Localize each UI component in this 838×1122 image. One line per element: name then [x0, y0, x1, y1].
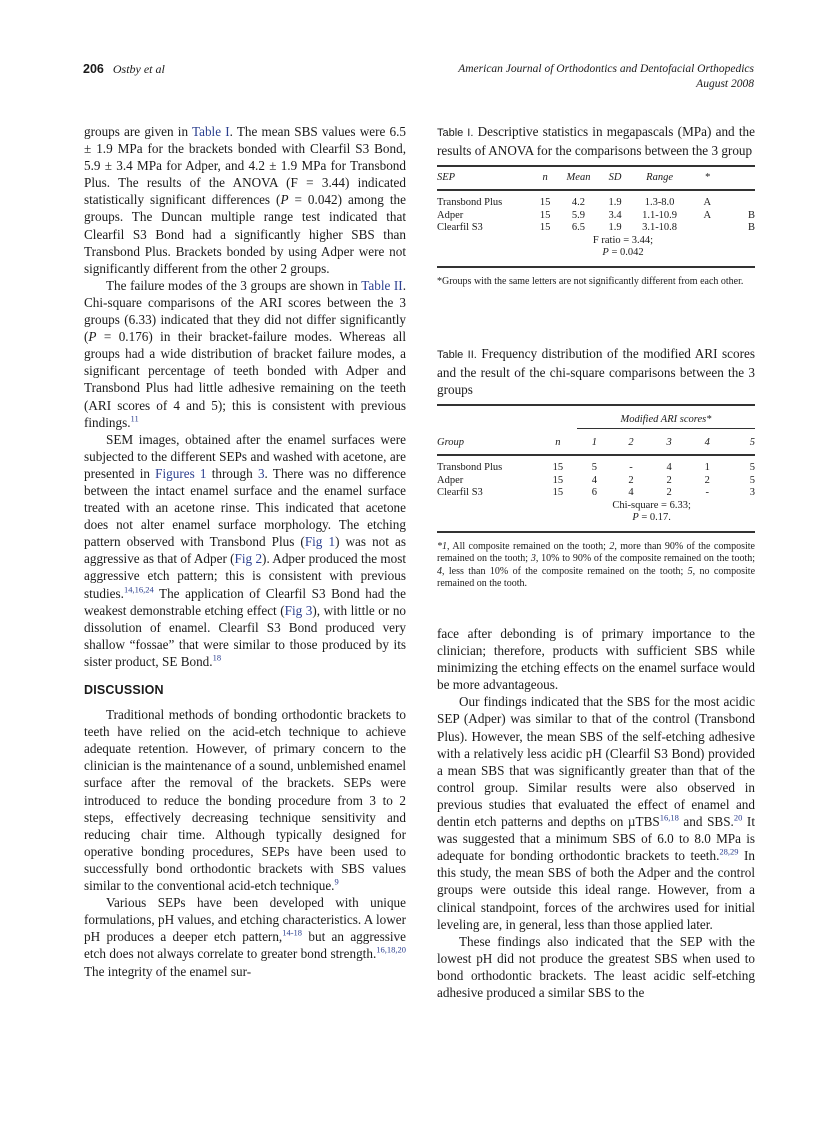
- cell: 1: [704, 462, 710, 474]
- table-2-label: Table II.: [437, 349, 477, 361]
- cell: 6: [591, 487, 598, 499]
- cell: 15: [552, 462, 564, 474]
- text: = 0.042) among the groups. The Duncan multiple range test indicated that Clearfil S3 Bond had a significantly higher SBS than Transbond Plus. Brackets bonded by using Adper were not significantly different from the other 2 groups.: [84, 192, 406, 276]
- text: Our findings indicated that the SBS for the most acidic SEP (Adper) was similar to that of the control (Transbond Plus). However, the mean SBS of the self-etching adhesive with a relatively less acidic pH (Clearfil S3 Bond) provided a mean SBS that was significantly greater than that of the control group. Similar results were also observed in previous studies that evaluated the effect of enamel and dentin etch patterns and depths on µTBS: [437, 694, 755, 830]
- text: . The mean SBS values were 6.5 ± 1.9 MPa for the brackets bonded with Clearfil S3 Bond, 5.9 ± 3.4 MPa for Adper, and 4.2 ± 1.9 MPa for Transbond Plus. The results of the ANOVA (F = 3.44) indicated statistically significant differences (: [84, 124, 406, 208]
- cell: Adper: [437, 209, 464, 221]
- table-row: [437, 462, 755, 475]
- page-number: 206: [83, 62, 104, 76]
- table-2-link[interactable]: Table II: [361, 277, 403, 293]
- p-symbol: P: [88, 329, 97, 345]
- cell: B: [747, 209, 755, 221]
- cell: 3: [749, 487, 755, 499]
- text: The integrity of the enamel sur-: [84, 963, 252, 979]
- cell: A: [703, 209, 712, 221]
- cell: 1.9: [608, 197, 622, 209]
- cell: Clearfil S3: [437, 222, 483, 234]
- left-column: [84, 123, 406, 980]
- text: . There was no difference between the intact enamel surface and the enamel surface treated with an acetone rinse. This indicated that acetone does not alter enamel surface morphology. The etching pattern observed with Transbond Plus (: [84, 465, 406, 550]
- text: = 0.176) in their bracket-failure modes. Whereas all groups had a wide distribution of bracket failure modes, a significant percentage of teeth bonded with Adper and Transbond Plus had little adhesive remaining on the teeth (ARI scores of 4 and 5); this is consistent with previous findings.: [84, 329, 406, 430]
- text: Various SEPs have been developed with unique formulations, pH values, and etching characteristics. A lower pH produces a deeper etch pattern,: [84, 895, 406, 945]
- cell: 4: [591, 474, 598, 486]
- table-row: [437, 197, 755, 210]
- discussion-paragraph-5: These findings also indicated that the SEP with the lowest pH did not produce the greatest SBS when used to bond orthodontic brackets. The least acidic self-etching adhesive produced a similar SBS to the: [437, 933, 755, 1000]
- journal-title: American Journal of Orthodontics and Dentofacial Orthopedics: [458, 63, 754, 75]
- table-2-caption: [437, 345, 755, 398]
- cell: Clearfil S3: [437, 487, 483, 499]
- citation-ref[interactable]: 16,18: [659, 812, 679, 823]
- spanner-header: Modified ARI scores*: [577, 405, 755, 429]
- cell: 2: [666, 487, 672, 499]
- anova-result: [558, 235, 688, 267]
- table-row: [437, 475, 755, 488]
- issue-date: August 2008: [696, 78, 754, 90]
- results-paragraph-2: [84, 277, 406, 431]
- table-1-footnote: *Groups with the same letters are not significantly different from each other.: [437, 275, 744, 287]
- score-desc: , 10% to 90% of the composite remained on the tooth;: [535, 553, 755, 565]
- citation-ref[interactable]: 28,29: [719, 846, 739, 857]
- cell: Transbond Plus: [437, 197, 503, 209]
- fig-3-link[interactable]: Fig 3: [284, 602, 313, 618]
- cell: 15: [539, 197, 551, 209]
- score-desc: , no composite remained on the tooth.: [437, 565, 756, 590]
- column-header: *: [704, 172, 710, 184]
- score-key: *1: [437, 540, 447, 552]
- column-header: 1: [591, 437, 598, 449]
- cell: Adper: [437, 474, 464, 486]
- discussion-paragraph-1: [84, 706, 406, 894]
- citation-ref[interactable]: 9: [334, 876, 339, 887]
- table-1: [437, 123, 755, 288]
- citation-ref[interactable]: 14,16,24: [123, 584, 154, 595]
- cell: A: [703, 197, 712, 209]
- cell: [726, 197, 755, 210]
- table-1-grid: [437, 165, 755, 268]
- discussion-paragraph-4: [437, 693, 755, 932]
- cell: 1.3-8.0: [644, 197, 675, 209]
- cell: 2: [666, 474, 672, 486]
- fig-2-link[interactable]: Fig 2: [234, 551, 263, 567]
- column-header: [726, 166, 755, 190]
- score-desc: , All composite remained on the tooth;: [447, 540, 610, 552]
- text: It was suggested that a minimum SBS of 6.0 to 8.0 MPa is adequate for bonding orthodontic brackets to teeth.: [437, 814, 755, 864]
- table-2: [437, 345, 755, 591]
- text: Traditional methods of bonding orthodontic brackets to teeth have relied on the acid-etch technique to achieve adequate retention. However, of primary concern to the clinician is the maintenance of a sound, unblemished enamel surface after the removal of the brackets. SEPs were introduced to reduce the bonding procedure from 3 to 2 steps, effectively decreasing technique sensitivity and reducing chair time. Although typically designed for operative bonding procedures, SEPs have been used to successfully bond orthodontic brackets with SBS values similar to the conventional acid-etch technique.: [84, 707, 406, 894]
- cell: -: [629, 462, 633, 474]
- text: SEM images, obtained after the enamel surfaces were subjected to the different SEPs and washed with acetone, are presented in: [84, 431, 406, 481]
- table-1-link[interactable]: Table I: [191, 124, 230, 139]
- text: groups are given in: [84, 124, 192, 139]
- text: The failure modes of the 3 groups are shown in: [106, 277, 362, 293]
- score-key: 4: [437, 565, 442, 577]
- chi-square-result: [577, 500, 726, 532]
- p-symbol: P: [602, 247, 609, 259]
- column-header: n: [542, 172, 548, 184]
- results-paragraph-3: [84, 431, 406, 670]
- score-key: 2: [609, 540, 615, 552]
- table-header-row: [437, 429, 755, 456]
- text: . Chi-square comparisons of the ARI scores between the 3 groups (6.33) indicated that they did not differ significantly (: [84, 277, 406, 345]
- p-value-text: = 0.17.: [638, 512, 671, 524]
- score-desc: , less than 10% of the composite remained on the tooth;: [442, 565, 688, 577]
- figure-1-link[interactable]: Figures 1: [155, 465, 207, 481]
- stat-row: [437, 500, 755, 532]
- text: through: [206, 465, 258, 481]
- citation-ref[interactable]: 16,18,20: [376, 945, 406, 956]
- cell: 4: [666, 462, 672, 474]
- p-value-text: = 0.042: [608, 247, 644, 259]
- column-header: n: [555, 437, 561, 449]
- cell: 5.9: [571, 209, 586, 221]
- table-row: [437, 210, 755, 223]
- table-row: [437, 222, 755, 235]
- text: In this study, the mean SBS of both the Adper and the control groups were outside this ideal range. However, from a clinical standpoint, forces of the archwires used for initial leveling are, in general, less than those applied later.: [437, 848, 755, 932]
- p-value: [577, 512, 726, 525]
- score-desc: , more than 90% of the composite remained on the tooth;: [437, 540, 755, 565]
- cell: 15: [552, 474, 564, 486]
- cell: 1.9: [608, 222, 622, 234]
- results-paragraph-1: [84, 123, 406, 277]
- table-1-label: Table I.: [437, 127, 474, 139]
- column-header: 4: [704, 437, 710, 449]
- cell: B: [747, 222, 755, 234]
- section-heading-discussion: DISCUSSION: [84, 683, 164, 697]
- right-column: [437, 625, 755, 1001]
- p-symbol: P: [632, 512, 639, 524]
- p-value: [558, 247, 688, 260]
- figure-3-link[interactable]: 3: [257, 465, 265, 481]
- table-header-row: [437, 166, 755, 190]
- cell: 4.2: [571, 197, 586, 209]
- spanner-row: [437, 405, 755, 429]
- cell: 15: [552, 487, 564, 499]
- column-header: SEP: [437, 172, 456, 184]
- citation-ref[interactable]: 20: [733, 812, 743, 823]
- text: The application of Clearfil S3 Bond had the weakest demonstrable etching effect (: [84, 585, 406, 618]
- cell: 3.4: [608, 209, 622, 221]
- table-2-grid: [437, 404, 755, 533]
- cell: 15: [539, 209, 551, 221]
- citation-ref[interactable]: 14-18: [282, 927, 303, 938]
- cell: 1.1-10.9: [642, 209, 678, 221]
- fig-1-link[interactable]: Fig 1: [304, 534, 336, 550]
- citation-ref[interactable]: 11: [130, 413, 139, 424]
- cell: 2: [628, 474, 634, 486]
- table-1-caption: [437, 123, 755, 159]
- text: ). Adper produced the most aggressive etch pattern; this is consistent with previous studies.: [84, 551, 407, 601]
- cell: 3.1-10.8: [642, 222, 678, 234]
- discussion-paragraph-2: [84, 894, 406, 979]
- running-header-left: [83, 62, 165, 77]
- cell: 15: [539, 222, 551, 234]
- table-2-footnote: [437, 541, 755, 591]
- text: but an aggressive etch does not always correlate to greater bond strength.: [84, 929, 406, 962]
- column-header: 5: [749, 437, 755, 449]
- cell: 5: [591, 462, 598, 474]
- cell: 2: [704, 474, 710, 486]
- cell: 5: [749, 474, 755, 486]
- running-header-right: [458, 62, 754, 92]
- cell: Transbond Plus: [437, 462, 503, 474]
- cell: -: [705, 487, 710, 499]
- caption-text: Descriptive statistics in megapascals (MPa) and the results of ANOVA for the comparisons between the 3 group: [437, 124, 755, 159]
- chi-square-value: Chi-square = 6.33;: [612, 499, 691, 511]
- caption-text: Frequency distribution of the modified ARI scores and the result of the chi-square comparisons between the 3 groups: [437, 346, 755, 398]
- author-line: Ostby et al: [112, 62, 165, 76]
- cell: 4: [628, 487, 634, 499]
- score-key: 5: [687, 565, 693, 577]
- stat-row: [437, 235, 755, 267]
- cell: 5: [749, 462, 755, 474]
- cell: [688, 222, 726, 235]
- column-header: Range: [646, 172, 673, 184]
- discussion-paragraph-3: face after debonding is of primary importance to the clinician; therefore, products with sufficient SBS while minimizing the etching effects on the enamel surface would be more advantageous.: [437, 626, 755, 693]
- table-row: [437, 487, 755, 500]
- text: ) was not as aggressive as that of Adper (: [84, 534, 406, 567]
- cell: 6.5: [571, 222, 586, 234]
- p-symbol: P: [280, 192, 289, 208]
- column-header: 2: [628, 437, 634, 449]
- citation-ref[interactable]: 18: [212, 652, 222, 663]
- score-key: 3: [530, 553, 536, 565]
- column-header: Mean: [566, 172, 591, 184]
- text: and SBS.: [678, 814, 734, 830]
- text: ), with little or no dissolution of enamel. Clearfil S3 Bond produced very shallow “fossae” that were similar to those produced by its sister product, SE Bond.: [84, 602, 407, 669]
- column-header: 3: [666, 437, 672, 449]
- column-header: Group: [437, 437, 465, 449]
- column-header: SD: [608, 172, 622, 184]
- f-ratio: F ratio = 3.44;: [592, 234, 654, 246]
